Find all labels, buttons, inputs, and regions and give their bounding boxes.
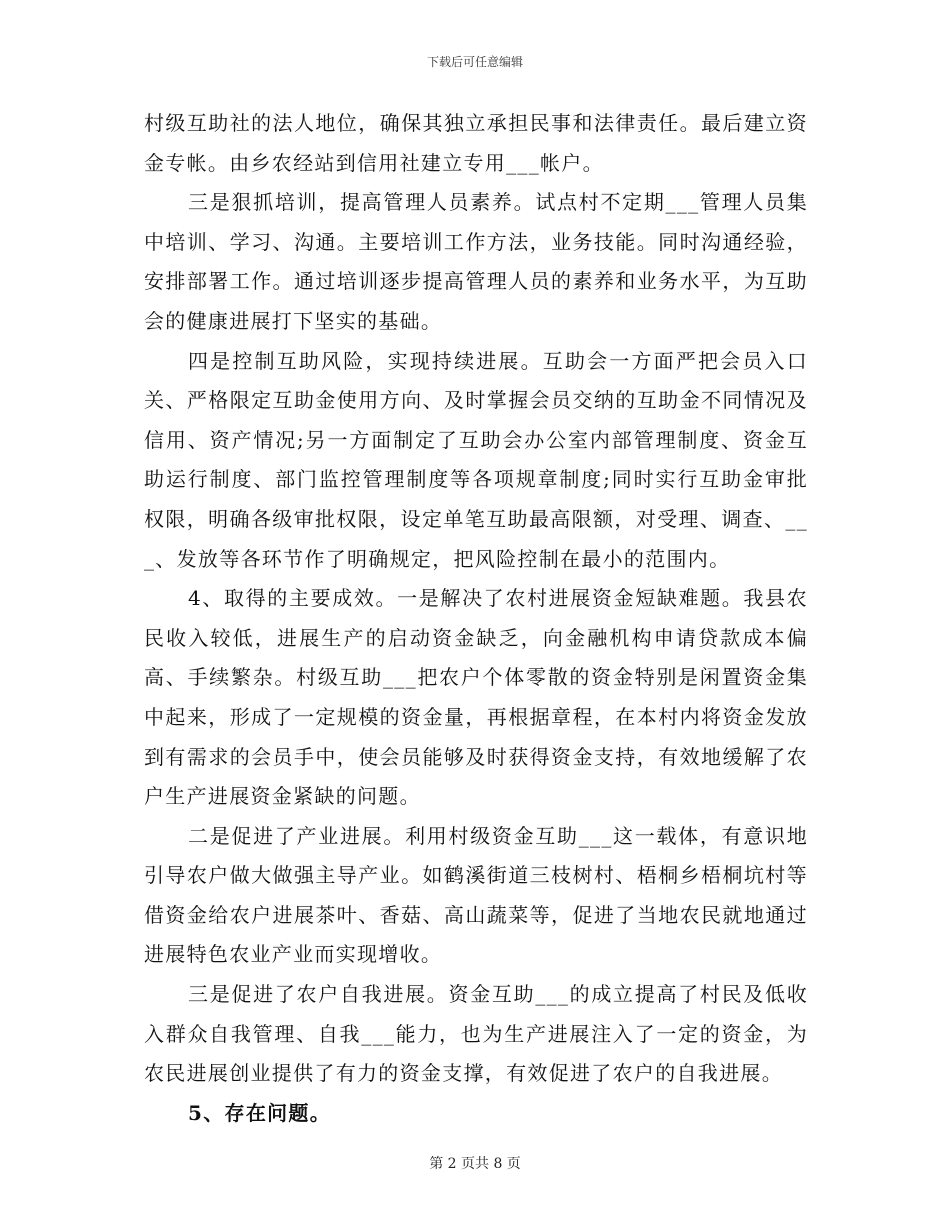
paragraph-continuation: 村级互助社的法人地位，确保其独立承担民事和法律责任。最后建立资金专帐。由乡农经站到信用社建立专用___帐户。	[144, 111, 808, 175]
paragraph-industry: 二是促进了产业进展。利用村级资金互助___这一载体，有意识地引导农户做大做强主导产业。如鹤溪街道三枝树村、梧桐乡梧桐坑村等借资金给农户进展茶叶、香菇、高山蔬菜等，促进了当地农民就地通过进展特色农业产业而实现增收。	[144, 823, 808, 967]
page-number: 第 2 页共 8 页	[429, 1156, 521, 1172]
paragraph-training: 三是狠抓培训，提高管理人员素养。试点村不定期___管理人员集中培训、学习、沟通。主要培训工作方法，业务技能。同时沟通经验，安排部署工作。通过培训逐步提高管理人员的素养和业务水平，为互助会的健康进展打下坚实的基础。	[144, 190, 808, 333]
document-body	[144, 104, 808, 1133]
paragraph-risk-control: 四是控制互助风险，实现持续进展。互助会一方面严把会员入口关、严格限定互助金使用方向、及时掌握会员交纳的互助金不同情况及信用、资产情况;另一方面制定了互助会办公室内部管理制度、资金互助运行制度、部门监控管理制度等各项规章制度;同时实行互助金审批权限，明确各级审批权限，设定单笔互助最高限额，对受理、调查、___、发放等各环节作了明确规定，把风险控制在最小的范围内。	[144, 348, 808, 571]
paragraph-self-development: 三是促进了农户自我进展。资金互助___的成立提高了村民及低收入群众自我管理、自我___能力，也为生产进展注入了一定的资金，为农民进展创业提供了有力的资金支撑，有效促进了农户的自我进展。	[144, 982, 808, 1086]
section-heading-problems: 5、存在问题。	[188, 1100, 332, 1125]
paragraph-achievements: 4、取得的主要成效。一是解决了农村进展资金短缺难题。我县农民收入较低，进展生产的启动资金缺乏，向金融机构申请贷款成本偏高、手续繁杂。村级互助___把农户个体零散的资金特别是闲置资金集中起来，形成了一定规模的资金量，再根据章程，在本村内将资金发放到有需求的会员手中，使会员能够及时获得资金支持，有效地缓解了农户生产进展资金紧缺的问题。	[144, 586, 808, 809]
page-header: 下载后可任意编辑	[426, 55, 523, 69]
